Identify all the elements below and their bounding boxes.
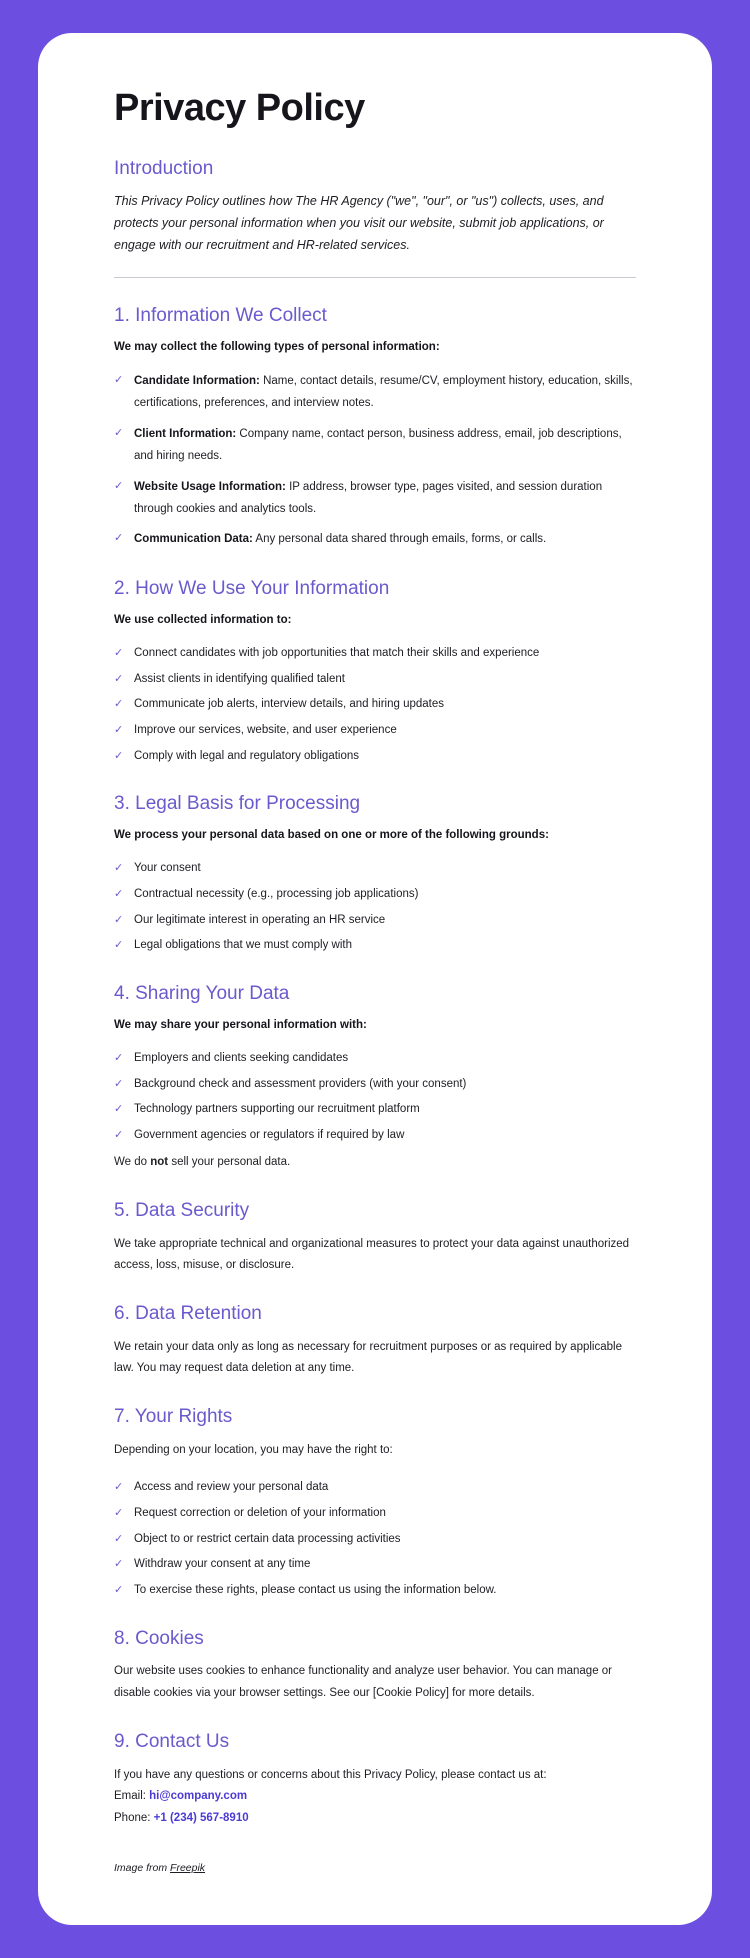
- section-lead-3: We process your personal data based on one or more of the following grounds:: [114, 828, 549, 841]
- list-item-label: Communication Data:: [134, 533, 253, 546]
- list-item-text: Contractual necessity (e.g., processing job applications): [134, 887, 419, 900]
- section-lead-1: We may collect the following types of personal information:: [114, 340, 440, 353]
- section-heading-cookies: 8. Cookies: [114, 1627, 204, 1649]
- check-icon: ✓: [114, 862, 124, 875]
- contact-phone-row: [114, 1808, 636, 1830]
- list-item: [114, 1099, 636, 1120]
- check-icon: ✓: [114, 749, 124, 762]
- list-item-text: IP address, browser type, pages visited, and session duration through cookies and analytics tools.: [134, 480, 603, 516]
- list-item-text: Government agencies or regulators if required by law: [134, 1128, 405, 1141]
- list-item: [114, 720, 636, 741]
- list-item-text: Assist clients in identifying qualified talent: [134, 672, 345, 685]
- paragraph-contact-us: If you have any questions or concerns about this Privacy Policy, please contact us at:: [114, 1768, 547, 1781]
- list-item: [114, 1074, 636, 1095]
- list-item: [114, 1529, 636, 1550]
- list-item-text: Company name, contact person, business address, email, job descriptions, and hiring needs.: [134, 427, 622, 463]
- section-heading-contact-us: 9. Contact Us: [114, 1730, 230, 1752]
- paragraph-data-retention: We retain your data only as long as necessary for recruitment purposes or as required by applicable law. You may request data deletion at any time.: [114, 1340, 622, 1375]
- no-sell-statement: [114, 1152, 636, 1173]
- no-sell-suffix: sell your personal data.: [168, 1155, 291, 1168]
- list-item: [114, 423, 636, 468]
- list-sharing-your-data: [114, 1048, 636, 1146]
- no-sell-emphasis: not: [150, 1155, 169, 1168]
- section-heading-data-retention: 6. Data Retention: [114, 1303, 262, 1325]
- list-item-text: Comply with legal and regulatory obligations: [134, 749, 360, 762]
- list-item: [114, 694, 636, 715]
- check-icon: ✓: [114, 646, 124, 659]
- list-item-text: Legal obligations that we must comply with: [134, 939, 352, 952]
- list-item-label: Website Usage Information:: [134, 480, 286, 493]
- list-item-text: Background check and assessment providers (with your consent): [134, 1077, 467, 1090]
- list-item-text: Access and review your personal data: [134, 1481, 329, 1494]
- list-item: [114, 884, 636, 905]
- list-your-rights: [114, 1477, 636, 1600]
- paragraph-your-rights: Depending on your location, you may have the right to:: [114, 1444, 393, 1457]
- check-icon: ✓: [114, 1051, 124, 1064]
- list-legal-basis: [114, 858, 636, 956]
- paragraph-data-security: We take appropriate technical and organizational measures to protect your data against unauthorized access, loss, misuse, or disclosure.: [114, 1237, 630, 1271]
- list-item: [114, 1503, 636, 1524]
- contact-phone-value[interactable]: +1 (234) 567-8910: [153, 1812, 249, 1825]
- check-icon: ✓: [114, 939, 124, 952]
- list-item-text: Employers and clients seeking candidates: [134, 1051, 349, 1064]
- check-icon: ✓: [114, 1558, 124, 1571]
- section-heading-your-rights: 7. Your Rights: [114, 1406, 233, 1428]
- no-sell-prefix: We do: [114, 1155, 151, 1168]
- check-icon: ✓: [114, 426, 124, 439]
- check-icon: ✓: [114, 698, 124, 711]
- list-item: [114, 528, 636, 550]
- section-lead-4: We may share your personal information with:: [114, 1018, 367, 1031]
- list-item: [114, 1048, 636, 1069]
- list-information-we-collect: [114, 370, 636, 551]
- contact-email-label: Email:: [114, 1790, 146, 1803]
- list-item-text: Object to or restrict certain data processing activities: [134, 1532, 401, 1545]
- list-item: [114, 370, 636, 415]
- list-item: [114, 1554, 636, 1575]
- list-item-text: Our legitimate interest in operating an HR service: [134, 913, 386, 926]
- image-credit-prefix: Image from: [114, 1862, 171, 1875]
- list-item-text: To exercise these rights, please contact us using the information below.: [134, 1584, 497, 1597]
- check-icon: ✓: [114, 373, 124, 386]
- list-item: [114, 1477, 636, 1498]
- list-item: [114, 858, 636, 879]
- check-icon: ✓: [114, 1077, 124, 1090]
- divider: [114, 277, 636, 278]
- list-item-label: Candidate Information:: [134, 374, 260, 387]
- freepik-link[interactable]: Freepik: [170, 1862, 206, 1875]
- introduction-paragraph: This Privacy Policy outlines how The HR Agency ("we", "our", or "us") collects, uses, and protects your personal information when you visit our website, submit job applications, or engage with our recruitment and HR-related services.: [114, 194, 604, 253]
- check-icon: ✓: [114, 913, 124, 926]
- section-heading-how-we-use-your-information: 2. How We Use Your Information: [114, 577, 390, 599]
- check-icon: ✓: [114, 532, 124, 545]
- list-how-we-use-your-information: [114, 643, 636, 766]
- contact-email-row: [114, 1786, 636, 1808]
- check-icon: ✓: [114, 723, 124, 736]
- list-item: [114, 643, 636, 664]
- check-icon: ✓: [114, 1584, 124, 1597]
- section-heading-data-security: 5. Data Security: [114, 1199, 250, 1221]
- list-item-text: Name, contact details, resume/CV, employment history, education, skills, certifications, preferences, and interview notes.: [134, 374, 633, 410]
- list-item-text: Your consent: [134, 862, 201, 875]
- image-credit: [114, 1862, 636, 1874]
- check-icon: ✓: [114, 672, 124, 685]
- list-item-text: Withdraw your consent at any time: [134, 1558, 311, 1571]
- check-icon: ✓: [114, 479, 124, 492]
- section-heading-sharing-your-data: 4. Sharing Your Data: [114, 982, 290, 1004]
- check-icon: ✓: [114, 1532, 124, 1545]
- contact-email-value[interactable]: hi@company.com: [149, 1790, 248, 1803]
- check-icon: ✓: [114, 1481, 124, 1494]
- list-item: [114, 1580, 636, 1601]
- list-item-text: Technology partners supporting our recruitment platform: [134, 1103, 420, 1116]
- list-item: [114, 910, 636, 931]
- document-card: [38, 33, 712, 1925]
- check-icon: ✓: [114, 1103, 124, 1116]
- section-heading-legal-basis-for-processing: 3. Legal Basis for Processing: [114, 793, 361, 815]
- list-item-text: Improve our services, website, and user experience: [134, 723, 397, 736]
- check-icon: ✓: [114, 887, 124, 900]
- list-item-text: Request correction or deletion of your information: [134, 1506, 386, 1519]
- list-item: [114, 669, 636, 690]
- check-icon: ✓: [114, 1506, 124, 1519]
- list-item-text: Any personal data shared through emails, forms, or calls.: [252, 533, 547, 546]
- check-icon: ✓: [114, 1128, 124, 1141]
- list-item-label: Client Information:: [134, 427, 237, 440]
- paragraph-cookies: Our website uses cookies to enhance functionality and analyze user behavior. You can manage or disable cookies via your browser settings. See our [Cookie Policy] for more details.: [114, 1665, 613, 1699]
- list-item-text: Connect candidates with job opportunities that match their skills and experience: [134, 646, 540, 659]
- list-item: [114, 1125, 636, 1146]
- list-item: [114, 746, 636, 767]
- list-item: [114, 476, 636, 521]
- list-item-text: Communicate job alerts, interview details, and hiring updates: [134, 698, 445, 711]
- section-lead-2: We use collected information to:: [114, 613, 292, 626]
- section-heading-information-we-collect: 1. Information We Collect: [114, 305, 327, 326]
- contact-phone-label: Phone:: [114, 1812, 151, 1825]
- list-item: [114, 935, 636, 956]
- page-title: Privacy Policy: [114, 87, 365, 129]
- section-heading-introduction: Introduction: [114, 157, 214, 179]
